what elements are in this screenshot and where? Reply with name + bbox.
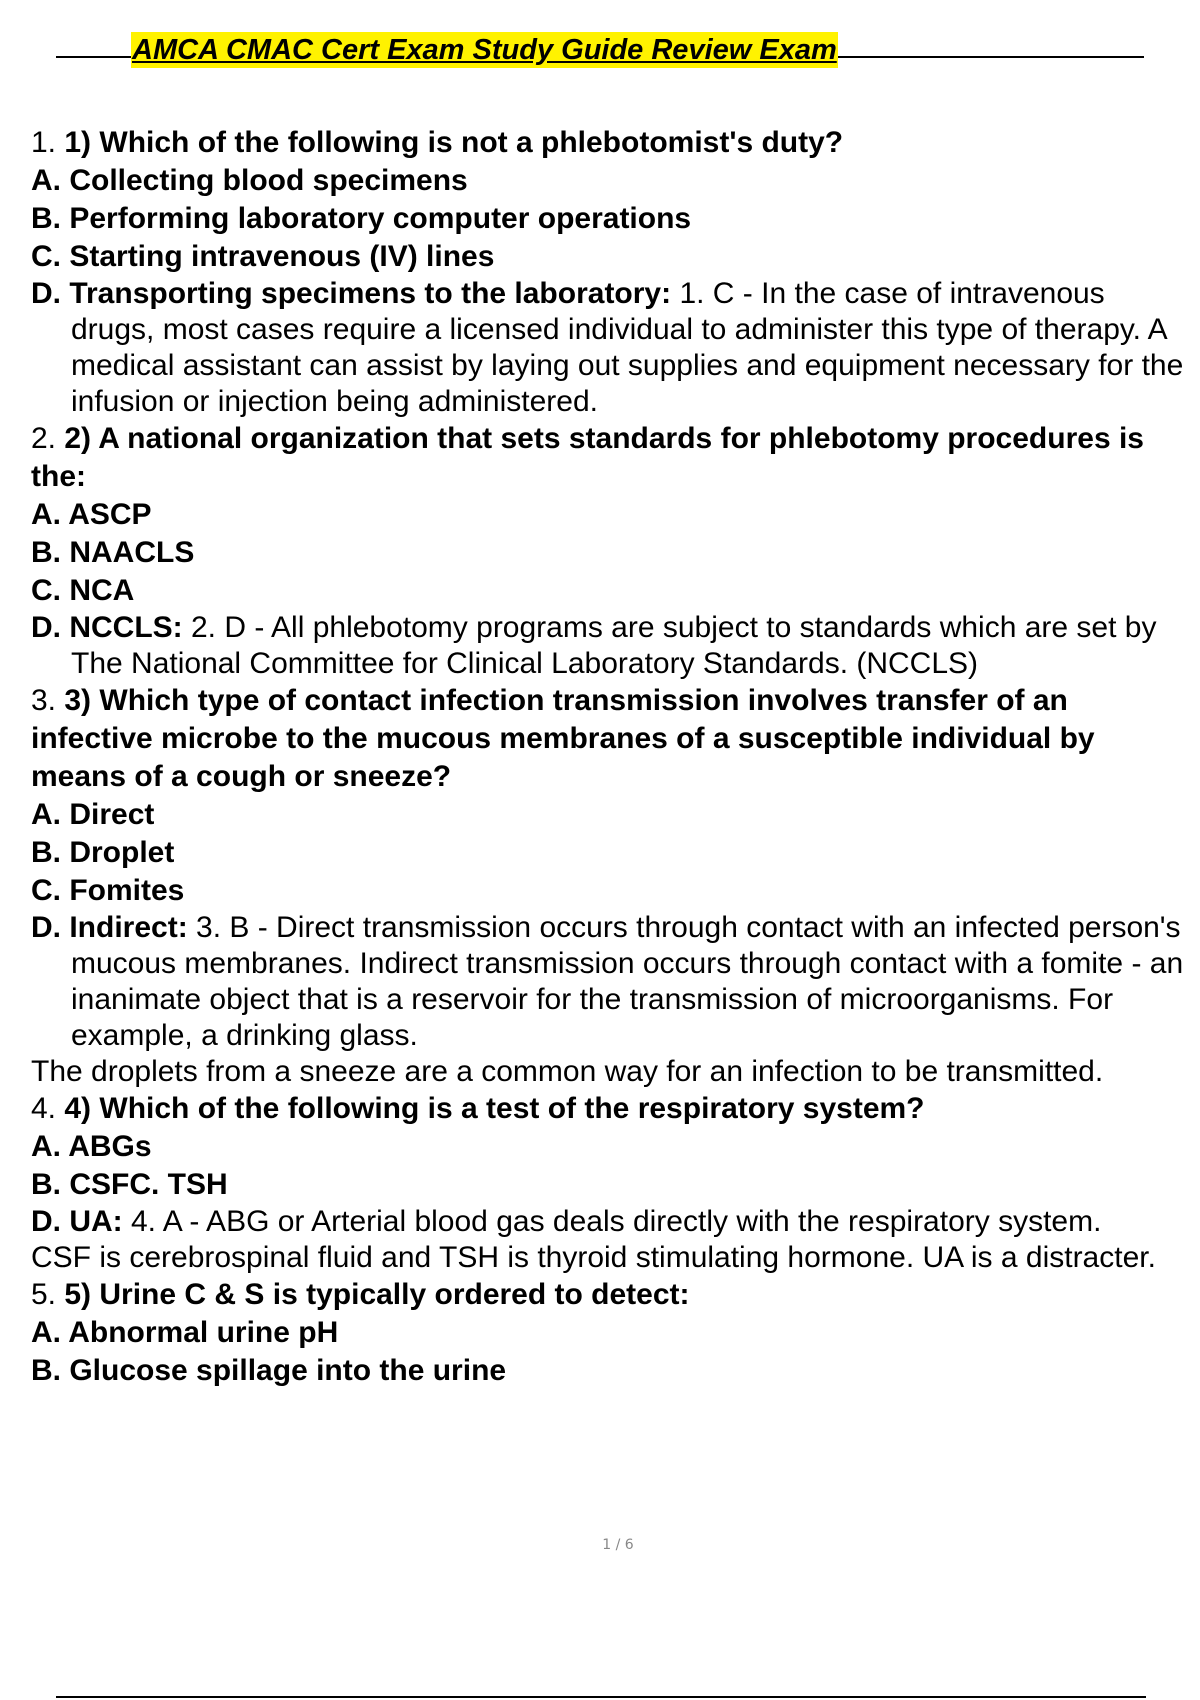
answer-explanation: 2. D - All phlebotomy programs are subject to standards which are set by The National Committee for Clinical Laboratory Standards. (NCCLS) <box>71 611 1157 680</box>
answer-option: D. NCCLS: <box>31 611 183 644</box>
answer-option: D. UA: <box>31 1205 123 1238</box>
question-number: 2. <box>31 422 57 455</box>
answer-option: A. ABGs <box>31 1130 152 1163</box>
question-text: 1) Which of the following is not a phlebotomist's duty? <box>64 126 844 159</box>
footer-rule <box>56 1696 1146 1698</box>
question-5 <box>31 1276 1191 1390</box>
answer-option: A. Abnormal urine pH <box>31 1316 339 1349</box>
answer-option: B. CSFC. TSH <box>31 1168 228 1201</box>
page-number: 1 / 6 <box>602 1537 634 1553</box>
question-1 <box>31 124 1191 420</box>
answer-option: B. Droplet <box>31 836 175 869</box>
question-text: 2) A national organization that sets standards for phlebotomy procedures is the: <box>31 422 1144 493</box>
question-number: 4. <box>31 1092 57 1125</box>
answer-explanation: 4. A - ABG or Arterial blood gas deals directly with the respiratory system. <box>131 1205 1102 1238</box>
question-text: 5) Urine C & S is typically ordered to detect: <box>64 1278 690 1311</box>
answer-option: D. Indirect: <box>31 911 188 944</box>
question-3 <box>31 682 1191 1090</box>
answer-option: C. NCA <box>31 574 135 607</box>
answer-explanation: 1. C - In the case of intravenous drugs, most cases require a licensed individual to administer this type of therapy. A medical assistant can assist by laying out supplies and equipment necessary for the infusion or injection being administered. <box>71 277 1184 418</box>
answer-option: B. Glucose spillage into the urine <box>31 1354 507 1387</box>
question-number: 3. <box>31 684 57 717</box>
answer-option: B. Performing laboratory computer operations <box>31 202 692 235</box>
answer-option: A. ASCP <box>31 498 152 531</box>
question-number: 1. <box>31 126 57 159</box>
question-2 <box>31 420 1191 682</box>
answer-option: C. Starting intravenous (IV) lines <box>31 240 495 273</box>
answer-explanation-extra: CSF is cerebrospinal fluid and TSH is thyroid stimulating hormone. UA is a distracter. <box>31 1241 1156 1274</box>
answer-option: C. Fomites <box>31 874 185 907</box>
answer-explanation: 3. B - Direct transmission occurs through contact with an infected person's mucous membranes. Indirect transmission occurs through contact with a fomite - an inanimate object that is a reservoir for the transmission of microorganisms. For example, a drinking glass. <box>71 911 1184 1052</box>
question-text: 4) Which of the following is a test of the respiratory system? <box>64 1092 925 1125</box>
answer-option: B. NAACLS <box>31 536 195 569</box>
question-4 <box>31 1090 1191 1276</box>
answer-option: A. Collecting blood specimens <box>31 164 468 197</box>
question-number: 5. <box>31 1278 57 1311</box>
answer-option: D. Transporting specimens to the laboratory: <box>31 277 672 310</box>
document-body <box>31 124 1191 1390</box>
question-text: 3) Which type of contact infection transmission involves transfer of an infective microbe to the mucous membranes of a susceptible individual by means of a cough or sneeze? <box>31 684 1095 793</box>
document-title: AMCA CMAC Cert Exam Study Guide Review Exam <box>132 34 837 66</box>
answer-explanation-extra: The droplets from a sneeze are a common way for an infection to be transmitted. <box>31 1055 1104 1088</box>
answer-option: A. Direct <box>31 798 155 831</box>
